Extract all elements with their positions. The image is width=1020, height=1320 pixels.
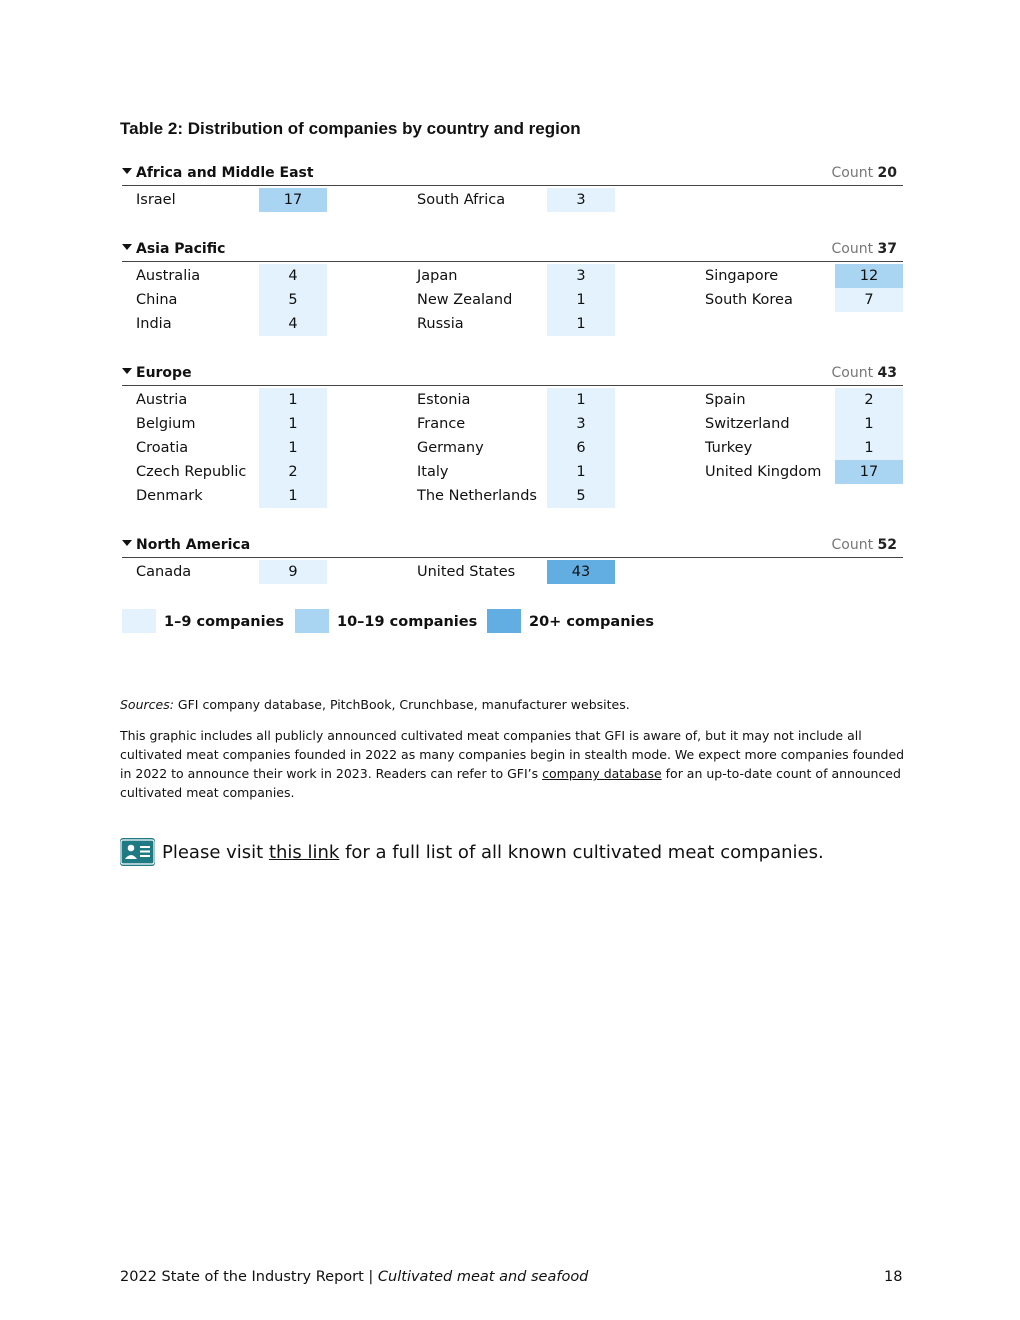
note-text-after: for an up-to-date count of announced cultivated meat companies. xyxy=(120,766,901,800)
region-count xyxy=(831,241,897,257)
country-label: Czech Republic xyxy=(136,464,247,480)
country-label: Croatia xyxy=(136,440,189,456)
legend-label-high: 20+ companies xyxy=(529,614,654,630)
company-database-link[interactable]: company database xyxy=(542,766,662,781)
region-name xyxy=(122,365,192,381)
region-europe xyxy=(122,363,903,504)
note-paragraph xyxy=(120,726,910,802)
footer-report: 2022 State of the Industry Report | xyxy=(120,1269,378,1285)
country-count: 3 xyxy=(547,188,615,212)
region-header[interactable] xyxy=(122,163,903,186)
country-label: The Netherlands xyxy=(417,488,537,504)
country-label: Singapore xyxy=(705,268,779,284)
country-label: Estonia xyxy=(417,392,471,408)
country-label: South Africa xyxy=(417,192,506,208)
country-label: New Zealand xyxy=(417,292,513,308)
count-label: Count xyxy=(831,165,874,181)
region-name-text: Asia Pacific xyxy=(136,241,226,257)
region-name xyxy=(122,537,250,553)
region-count xyxy=(831,165,897,181)
country-label: Spain xyxy=(705,392,746,408)
country-label: France xyxy=(417,416,466,432)
count-value: 37 xyxy=(877,241,897,257)
country-label: Japan xyxy=(417,268,458,284)
country-count: 7 xyxy=(835,288,903,312)
country-count: 12 xyxy=(835,264,903,288)
country-label: United Kingdom xyxy=(705,464,822,480)
footer-report-title xyxy=(120,1269,588,1285)
country-count: 1 xyxy=(547,460,615,484)
legend-label-mid: 10–19 companies xyxy=(337,614,478,630)
country-count: 1 xyxy=(835,436,903,460)
region-count xyxy=(831,537,897,553)
sources-label: Sources: xyxy=(120,697,174,712)
country-count: 3 xyxy=(547,264,615,288)
country-label: Australia xyxy=(136,268,201,284)
count-value: 43 xyxy=(877,365,897,381)
country-count: 5 xyxy=(259,288,327,312)
collapse-triangle-icon[interactable] xyxy=(122,368,132,374)
country-count: 4 xyxy=(259,264,327,288)
country-count: 1 xyxy=(259,388,327,412)
country-count: 1 xyxy=(259,436,327,460)
country-label: Israel xyxy=(136,192,176,208)
country-count: 1 xyxy=(547,388,615,412)
country-count: 6 xyxy=(547,436,615,460)
visit-text-after: for a full list of all known cultivated meat companies. xyxy=(339,842,824,863)
region-name-text: Africa and Middle East xyxy=(136,165,314,181)
country-label: South Korea xyxy=(705,292,793,308)
region-name-text: North America xyxy=(136,537,251,553)
table-title: Table 2: Distribution of companies by country and region xyxy=(120,119,581,138)
country-count: 3 xyxy=(547,412,615,436)
legend-swatch-low xyxy=(122,609,156,633)
footer-subtitle: Cultivated meat and seafood xyxy=(377,1269,589,1285)
region-asia-pacific xyxy=(122,239,903,332)
count-value: 52 xyxy=(877,537,897,553)
contact-card-icon xyxy=(120,838,155,866)
region-header[interactable] xyxy=(122,239,903,262)
country-count: 2 xyxy=(835,388,903,412)
sources-text: GFI company database, PitchBook, Crunchbase, manufacturer websites. xyxy=(177,697,630,712)
country-count: 4 xyxy=(259,312,327,336)
country-count: 9 xyxy=(259,560,327,584)
country-count: 17 xyxy=(835,460,903,484)
country-label: Italy xyxy=(417,464,449,480)
country-count: 1 xyxy=(547,312,615,336)
visit-text xyxy=(162,842,824,863)
region-header[interactable] xyxy=(122,535,903,558)
country-label: Germany xyxy=(417,440,484,456)
country-label: Russia xyxy=(417,316,464,332)
sources-line xyxy=(120,697,630,712)
collapse-triangle-icon[interactable] xyxy=(122,540,132,546)
country-label: Austria xyxy=(136,392,188,408)
legend-label-low: 1–9 companies xyxy=(164,614,285,630)
country-count: 2 xyxy=(259,460,327,484)
country-label: United States xyxy=(417,564,516,580)
country-count: 1 xyxy=(835,412,903,436)
collapse-triangle-icon[interactable] xyxy=(122,244,132,250)
region-name-text: Europe xyxy=(136,365,192,381)
count-label: Count xyxy=(831,241,874,257)
country-count: 43 xyxy=(547,560,615,584)
country-count: 5 xyxy=(547,484,615,508)
country-label: Denmark xyxy=(136,488,203,504)
country-count: 1 xyxy=(547,288,615,312)
legend-swatch-mid xyxy=(295,609,329,633)
country-count: 1 xyxy=(259,412,327,436)
count-label: Count xyxy=(831,365,874,381)
legend-swatch-high xyxy=(487,609,521,633)
country-count: 17 xyxy=(259,188,327,212)
region-name xyxy=(122,165,314,181)
region-name xyxy=(122,241,225,257)
country-count: 1 xyxy=(259,484,327,508)
count-label: Count xyxy=(831,537,874,553)
country-label: Canada xyxy=(136,564,192,580)
region-header[interactable] xyxy=(122,363,903,386)
region-africa-and-middle-east xyxy=(122,163,903,208)
country-label: India xyxy=(136,316,172,332)
page-number: 18 xyxy=(884,1269,903,1285)
country-label: China xyxy=(136,292,178,308)
country-label: Turkey xyxy=(705,440,753,456)
this-link[interactable]: this link xyxy=(268,842,340,863)
region-north-america xyxy=(122,535,903,580)
visit-text-before: Please visit xyxy=(162,842,269,863)
count-value: 20 xyxy=(877,165,897,181)
note-text-before: This graphic includes all publicly announced cultivated meat companies that GFI is aware of, but it may not include all cultivated meat companies founded in 2022 as many companies begin in stealth mode. We expect more companies founded in 2022 to announce their work in 2023. Readers can refer to GFI’s xyxy=(120,728,905,781)
collapse-triangle-icon[interactable] xyxy=(122,168,132,174)
country-label: Switzerland xyxy=(705,416,790,432)
region-count xyxy=(831,365,897,381)
country-label: Belgium xyxy=(136,416,196,432)
